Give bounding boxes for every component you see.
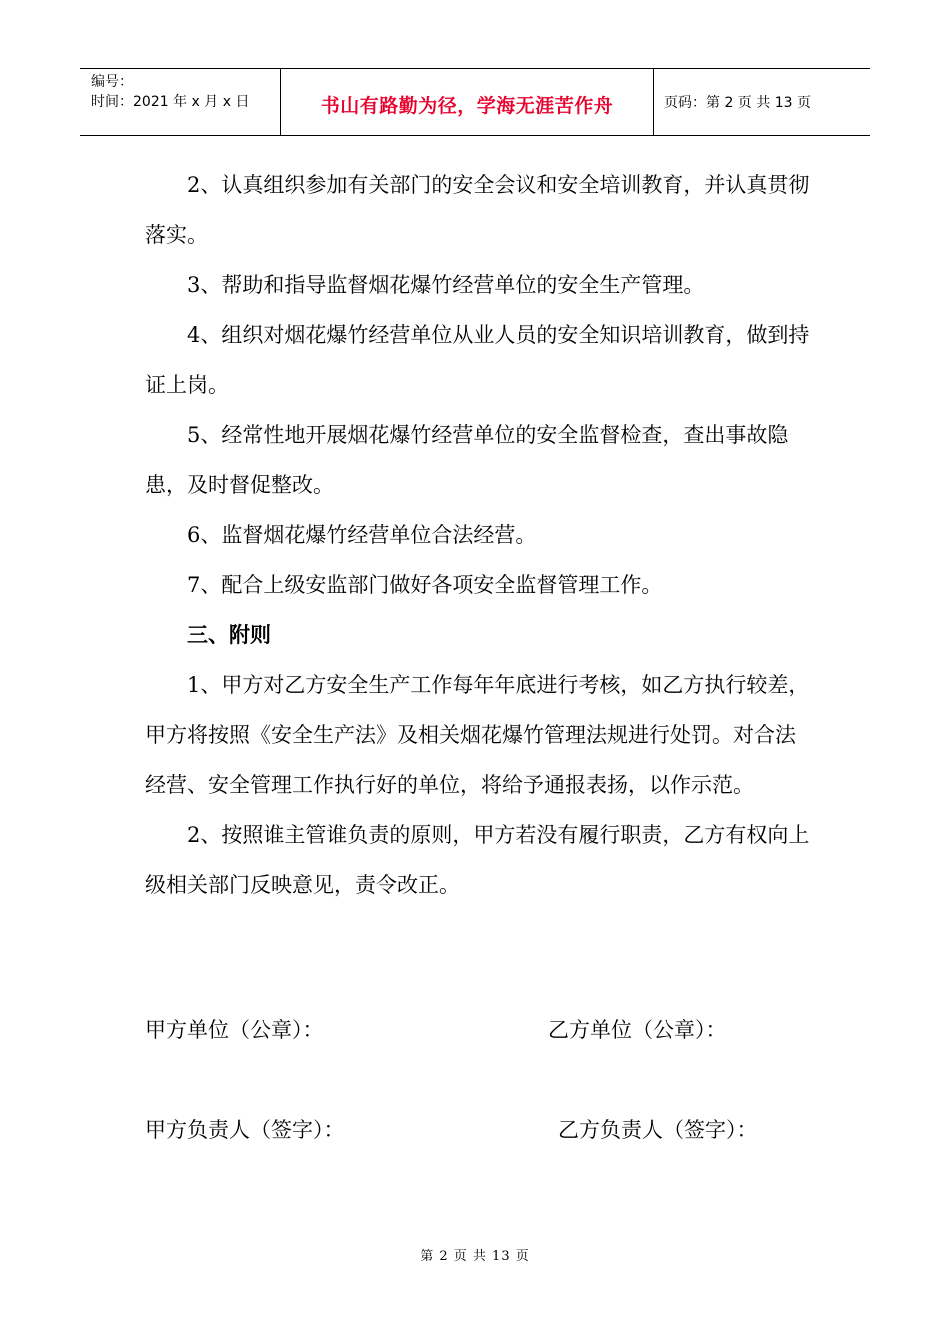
- document-date: 时间：2021 年 x 月 x 日: [91, 94, 250, 110]
- header-motto-cell: [281, 69, 654, 135]
- document-number-label: 编号：: [91, 74, 133, 90]
- paragraph-item-2: 2、认真组织参加有关部门的安全会议和安全培训教育，并认真贯彻落实。: [145, 173, 810, 247]
- header-page-cell: [654, 69, 870, 135]
- paragraph-item-5: 5、经常性地开展烟花爆竹经营单位的安全监督检查，查出事故隐患，及时督促整改。: [145, 423, 789, 497]
- header-meta: [80, 69, 281, 135]
- header-motto: 书山有路勤为径，学海无涯苦作舟: [320, 94, 614, 117]
- paragraph-item-6: 6、监督烟花爆竹经营单位合法经营。: [187, 523, 537, 547]
- header-page-info: 页码：第 2 页 共 13 页: [664, 95, 811, 111]
- paragraph-item-3: 3、帮助和指导监督烟花爆竹经营单位的安全生产管理。: [187, 273, 705, 297]
- section-heading-appendix: 三、附则: [187, 622, 271, 647]
- party-a-unit-label: 甲方单位（公章）：: [145, 1018, 324, 1042]
- party-b-person-label: 乙方负责人（签字）：: [558, 1118, 758, 1142]
- party-b-unit-label: 乙方单位（公章）：: [548, 1018, 727, 1042]
- page-footer: 第 2 页 共 13 页: [420, 1249, 530, 1264]
- paragraph-item-7: 7、配合上级安监部门做好各项安全监督管理工作。: [187, 573, 663, 597]
- party-a-person-label: 甲方负责人（签字）：: [145, 1118, 345, 1142]
- document-header: [80, 68, 870, 136]
- appendix-item-2: 2、按照谁主管谁负责的原则，甲方若没有履行职责，乙方有权向上级相关部门反映意见，责令改正。: [145, 823, 810, 897]
- paragraph-item-4: 4、组织对烟花爆竹经营单位从业人员的安全知识培训教育，做到持证上岗。: [145, 323, 810, 397]
- appendix-item-1: 1、甲方对乙方安全生产工作每年年底进行考核，如乙方执行较差，甲方将按照《安全生产法》及相关烟花爆竹管理法规进行处罚。对合法经营、安全管理工作执行好的单位，将给予通报表扬，以作示范。: [145, 673, 810, 797]
- document-body: [145, 160, 813, 910]
